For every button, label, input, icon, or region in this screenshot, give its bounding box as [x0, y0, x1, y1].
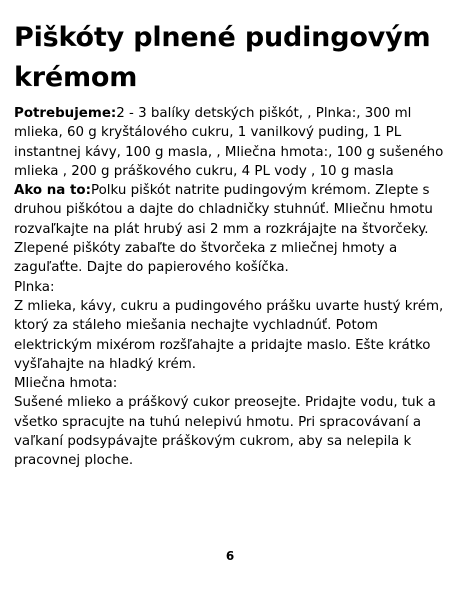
ingredients-label: Potrebujeme:: [14, 106, 117, 121]
ingredients-paragraph: [14, 104, 446, 181]
filling-heading: Plnka:: [14, 279, 55, 295]
method-paragraph: [14, 181, 446, 277]
milk-mass-text: Sušené mlieko a práškový cukor preosejte. Pridajte vodu, tuk a všetko spracujte na tuhú nelepivú hmotu. Pri spracovávaní a vaľkaní podsypávajte práškovým cukrom, aby sa nelepila k pracovnej ploche.: [14, 395, 436, 469]
milk-mass-heading: Mliečna hmota:: [14, 376, 118, 392]
page-number: 6: [225, 549, 235, 563]
recipe-title: Piškóty plnené pudingovým krémom: [14, 22, 431, 93]
recipe-body: [14, 104, 446, 471]
method-text: Polku piškót natrite pudingovým krémom. Zlepte s druhou piškótou a dajte do chladničky stuhnúť. Mliečnu hmotu rozvaľkajte na plát hrubý asi 2 mm a rozkrájajte na štvorčeky. Zlepené piškóty zabaľte do štvorčeka z mliečnej hmoty a zaguľaťte. Dajte do papierového košíčka.: [14, 183, 433, 276]
filling-text: Z mlieka, kávy, cukru a pudingového prášku uvarte hustý krém, ktorý za stáleho miešania nechajte vychladnúť. Potom elektrickým mixérom rozšľahajte a pridajte maslo. Ešte krátko vyšľahajte na hladký krém.: [14, 298, 444, 372]
method-label: Ako na to:: [14, 183, 91, 199]
ingredients-text: 2 - 3 balíky detských piškót, , Plnka:, 300 ml mlieka, 60 g kryštálového cukru, 1 vanilkový puding, 1 PL instantnej kávy, 100 g masla, , Mliečna hmota:, 100 g sušeného mlieka , 200 g práškového cukru, 4 PL vody , 10 g masla: [14, 106, 444, 179]
